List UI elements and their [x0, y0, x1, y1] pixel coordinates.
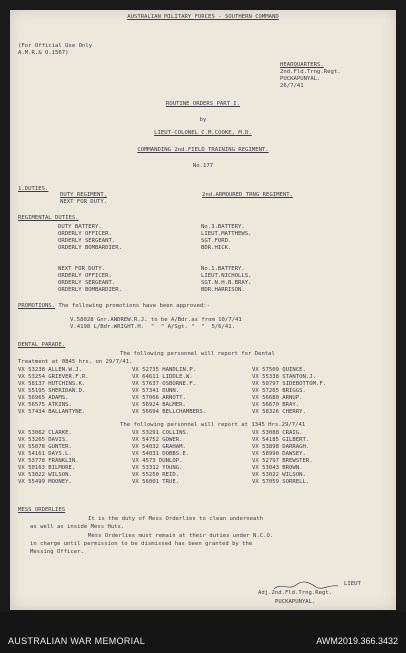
mess-paragraph-2b: in charge until permission to be dismissed has been granted by the: [30, 541, 253, 547]
promotions-paragraph: PROMOTIONS. The following promotions have been approved:-: [18, 303, 210, 309]
dental-afternoon-col-1: VX 53062 CLARKE. VX 53265 DAVIS. VX 55078 GUNTER. VX 54161 DAYS.L. VX 53778 FRANKLIN. VX 50163 BILMORE. VX 53022 WILSON. VX 55499 MOONEY.: [18, 430, 79, 485]
mess-paragraph-2a: Mess Orderlies must remain at their duties under N.C.O.: [88, 533, 274, 539]
armoured-regiment-label: 2nd.ARMOURED TRNG REGIMENT.: [202, 192, 293, 198]
dental-afternoon-col-2: VX 53291 COLLINS. VX 54752 GOWER. VX 54032 GRAHAM. VX 54031 DOBBS.E. VX 4573 DUNLOP. VX 53312 YOUNG. VX 55250 REID. VX 56001 TRUE.: [132, 430, 190, 485]
duties-heading: 1.DUTIES.: [18, 186, 49, 192]
footer-accession-number: AWM2019.366.3432: [316, 636, 398, 646]
dental-morning-col-2: VX 52735 HANDLIN.P. VX 64611 LIDDLE.W. VX 57637 OSBORNE.F. VX 57341 DUNN. VX 57066 ARNOTT. VX 56924 BALMER. VX 56694 BELLCHAMBERS.: [132, 367, 207, 415]
mess-paragraph-1a: It is the duty of Mess Orderlies to clean underneath: [88, 516, 264, 522]
duty-roster-group-2: NEXT FOR DUTY. No.1.BATTERY. ORDERLY OFFICER. LIEUT.NICHOLLS. ORDERLY SERGEANT. SGT.N.H.B.BRAY. ORDERLY BOMBARDIER. BDR.HARRISON.: [58, 266, 252, 293]
archive-footer: [0, 612, 406, 653]
document-page: [10, 10, 396, 610]
dental-morning-col-3: VX 57509 QUINCE. VX 55338 STANTON.J. VX 50797 SIDEBOTTOM.F. VX 57265 BRIGGS. VX 56680 ARNUP. VX 56670 BRAY. VX 58326 CHERRY.: [252, 367, 327, 415]
dental-afternoon-col-3: VX 53088 CRAIG. VX 54185 GILBERT. VX 53898 DARRAGH. VX 58990 DAWSEY. VX 52797 BREWSTER. VX 53043 BROWN. VX 53022 WILSON. VX 57059 SORRELL.: [252, 430, 313, 485]
signature-place: PUCKAPUNYAL.: [275, 599, 316, 605]
by-line: by: [199, 117, 207, 123]
officer-name: LIEUT-COLONEL C.M.COOKE, M.D.: [154, 130, 252, 136]
dental-afternoon-list: [18, 430, 313, 486]
promotions-list: V.58028 Gnr.ANDREW.R.J. to be A/Bdr.as from 10/7/41 V.4198 L/Bdr.WRIGHT.H. " " A/Sgt. " " 5/6/41.: [70, 317, 242, 330]
duty-roster-group-1: DUTY BATTERY. No.3.BATTERY. ORDERLY OFFICER. LIEUT.MATTHEWS. ORDERLY SERGEANT. SGT.FORD. ORDERLY BOMBARDIER. BDR.HICK.: [58, 224, 252, 251]
next-for-duty-label: NEXT FOR DUTY.: [60, 199, 108, 205]
mess-paragraph-1b: as well as inside Mess Huts.: [30, 524, 125, 530]
dental-morning-list: [18, 367, 326, 416]
dental-morning-col-1: VX 53238 ALLEN.W.J. VX 53254 GRIEVER.F.R. VX 58137 HUTCHINS.K. VX 55195 SHERIDAN.D. VX 56965 ADAMS. VX 56575 ATKINS. VX 57434 BALLANTYNE.: [18, 367, 89, 415]
command-line: COMMANDING 2nd.FIELD TRAINING REGIMENT.: [137, 147, 269, 153]
order-number: No.177: [192, 163, 214, 169]
headquarters-block: HEADQUARTERS. 2nd.Fld.Trng.Regt. PUCKAPUNYAL. 26/7/41: [280, 62, 341, 89]
dental-parade-heading: DENTAL PARADE.: [18, 342, 66, 348]
dental-intro-3: The following personnel will report at 1345 Hrs.29/7/41: [120, 422, 306, 428]
signature-rank: LIEUT: [344, 581, 361, 587]
mess-paragraph-2c: Messing Officer.: [30, 549, 84, 555]
routine-orders-title: ROUTINE ORDERS PART I.: [165, 101, 241, 107]
dental-intro-2: Treatment at 0845 hrs. on 29/7/41.: [18, 359, 133, 365]
duty-regiment-label: DUTY REGIMENT.: [60, 192, 108, 198]
signature-unit: Adj.2nd.Fld.Trng.Regt.: [258, 590, 333, 596]
dental-intro-1: The following personnel will report for Dental: [120, 351, 275, 357]
document-header-title: AUSTRALIAN MILITARY FORCES - SOUTHERN COMMAND: [127, 14, 279, 20]
regimental-duties-heading: REGIMENTAL DUTIES.: [18, 215, 79, 221]
official-use-note: (For Official Use Only A.M.R.& O.1567): [18, 43, 93, 56]
footer-institution: AUSTRALIAN WAR MEMORIAL: [8, 636, 146, 646]
mess-orderlies-heading: MESS ORDERLIES: [18, 507, 66, 513]
